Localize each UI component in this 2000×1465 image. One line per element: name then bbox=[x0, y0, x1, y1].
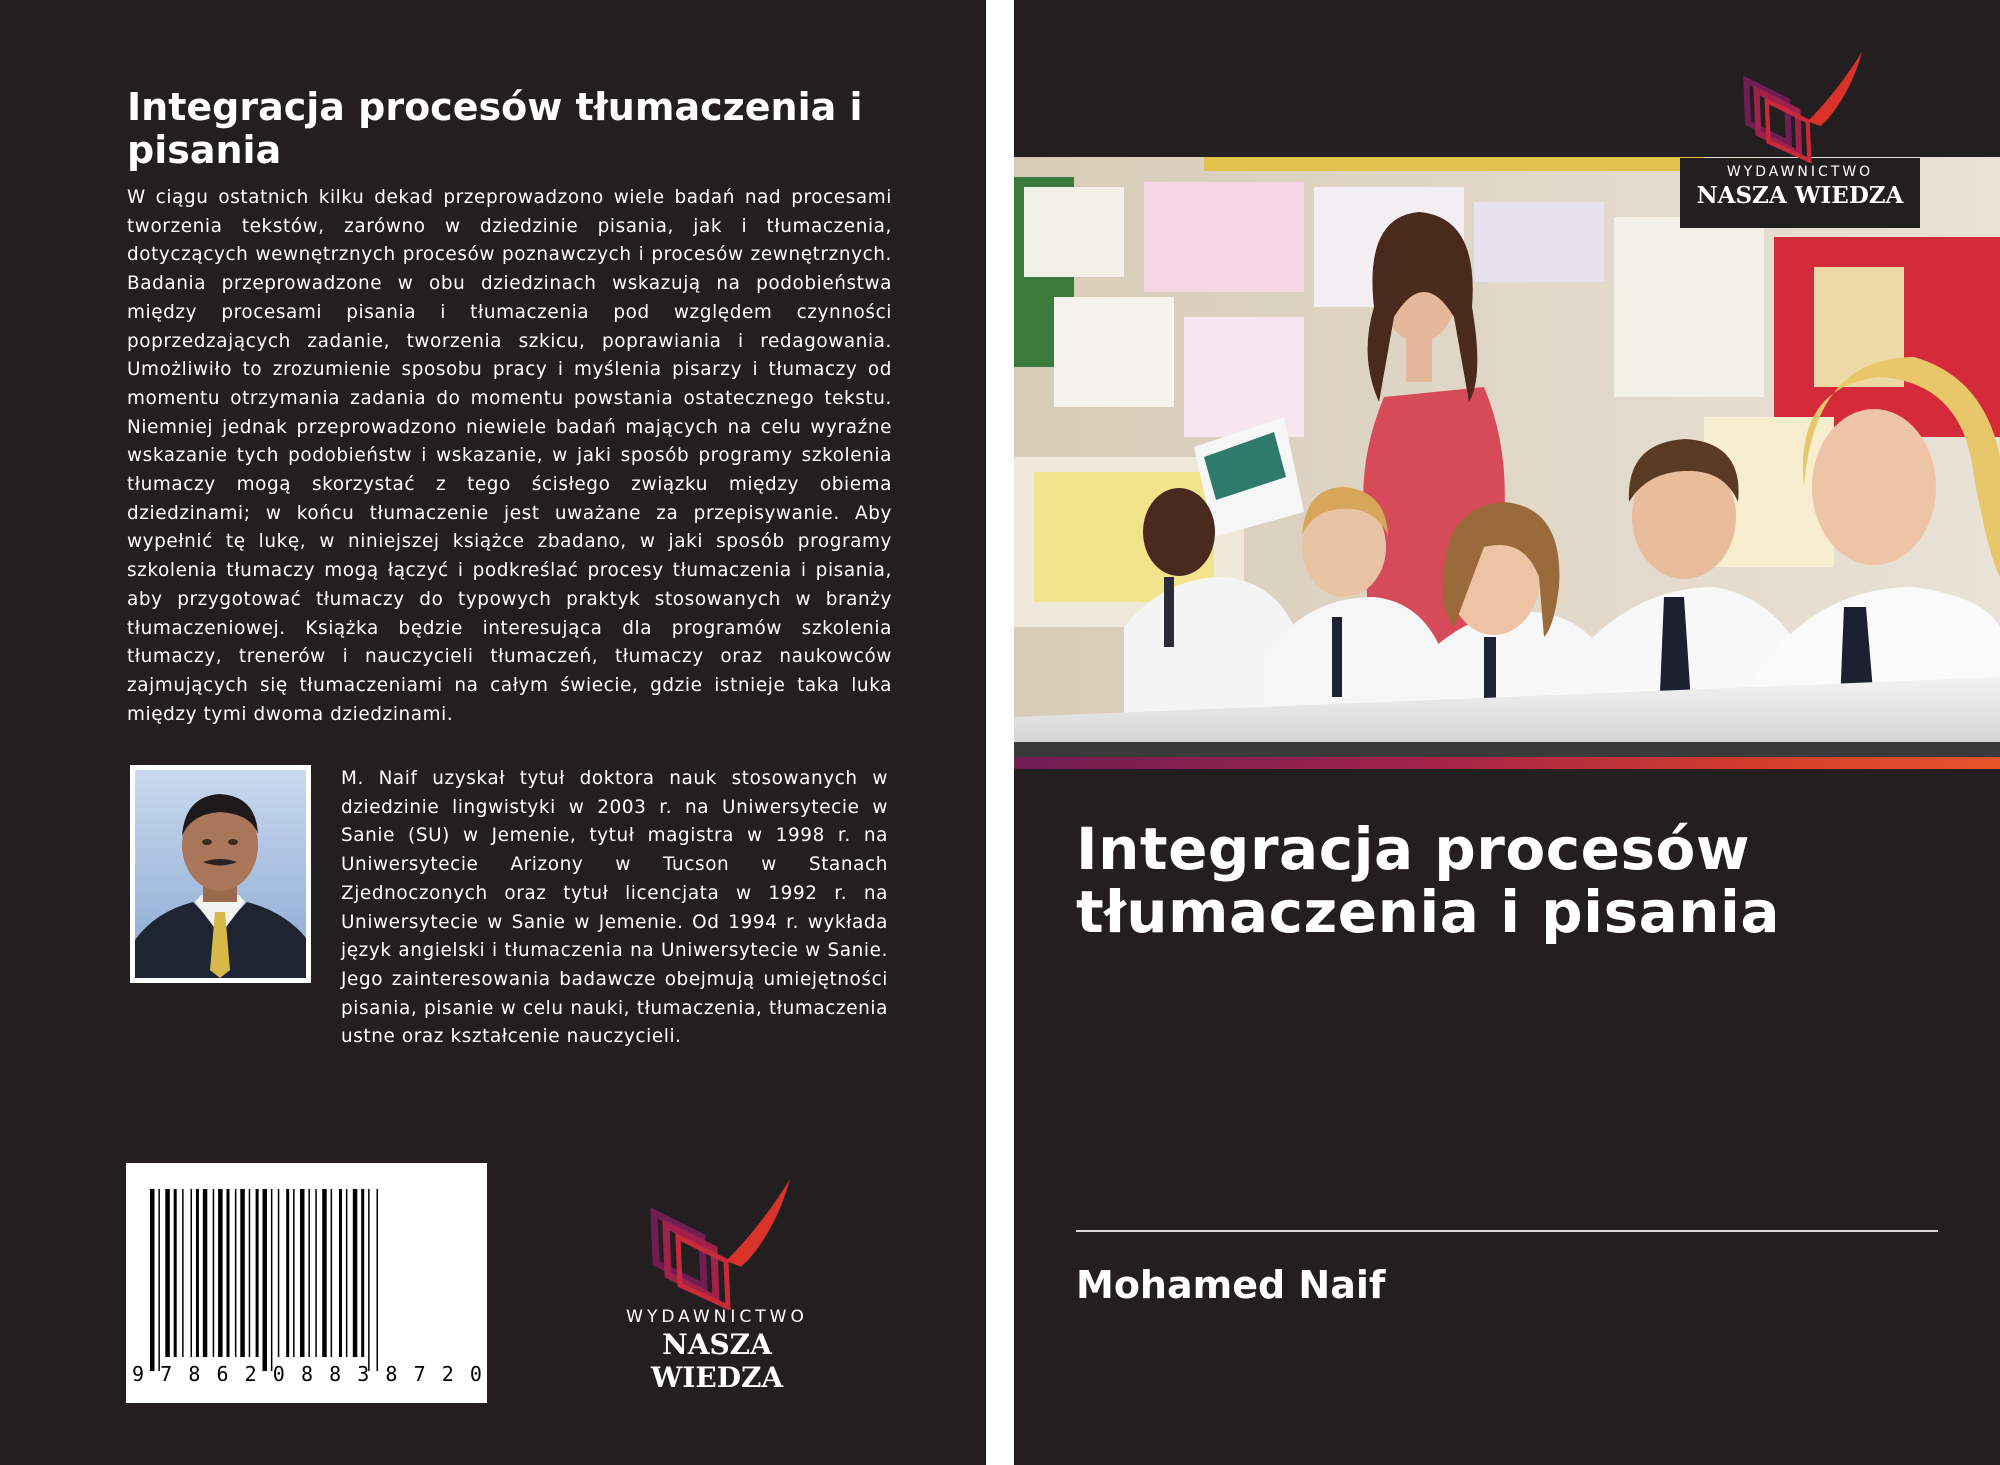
barcode-bar bbox=[196, 1189, 199, 1357]
barcode-bar bbox=[368, 1189, 370, 1371]
publisher-logo bbox=[592, 1175, 842, 1394]
publisher-label-big: NASZA WIEDZA bbox=[1696, 182, 1904, 209]
isbn-digit: 8 bbox=[385, 1362, 398, 1386]
isbn-digit: 8 bbox=[300, 1362, 313, 1386]
book-quill-icon bbox=[1680, 48, 1920, 163]
front-cover-title: Integracja procesów tłumaczenia i pisania bbox=[1076, 815, 1781, 946]
publisher-label-small: WYDAWNICTWO bbox=[626, 1307, 808, 1327]
isbn-digit: 3 bbox=[357, 1362, 370, 1386]
barcode-bar bbox=[203, 1189, 208, 1357]
barcode-bar bbox=[263, 1189, 268, 1371]
author-photo bbox=[130, 765, 311, 983]
isbn-digit: 0 bbox=[272, 1362, 285, 1386]
barcode-bar bbox=[293, 1189, 295, 1357]
barcode-bar bbox=[218, 1189, 223, 1357]
barcode-bar bbox=[191, 1189, 193, 1357]
isbn-digit: 2 bbox=[441, 1362, 454, 1386]
barcode-bar bbox=[331, 1189, 333, 1357]
barcode-bar bbox=[150, 1189, 155, 1371]
barcode-bar bbox=[339, 1189, 342, 1357]
divider-line bbox=[1076, 1230, 1938, 1232]
barcode-bar bbox=[249, 1189, 251, 1357]
isbn-digit: 2 bbox=[244, 1362, 257, 1386]
isbn-number bbox=[132, 1362, 482, 1386]
barcode-bar bbox=[174, 1189, 177, 1357]
barcode-bar bbox=[353, 1189, 358, 1357]
barcode-bar bbox=[361, 1189, 364, 1357]
color-stripe bbox=[1014, 757, 2000, 769]
cover-photo-classroom bbox=[1014, 157, 2000, 757]
isbn-digit: 0 bbox=[469, 1362, 482, 1386]
author-bio: M. Naif uzyskał tytuł doktora nauk stosowanych w dziedzinie lingwistyki w 2003 r. na Uniwersytecie w Sanie (SU) w Jemenie, tytuł magistra w 1998 r. na Uniwersytecie Arizony w Tucson w Stanach Zjednoczonych oraz tytuł licencjata w 1992 r. na Uniwersytecie w Sanie w Jemenie. Od 1994 r. wykłada język angielski i tłumaczenia na Uniwersytecie w Sanie. Jego zainteresowania badawcze obejmują umiejętności pisania, pisanie w celu nauki, tłumaczenia, tłumaczenia ustne oraz kształcenie nauczycieli. bbox=[341, 768, 888, 1048]
barcode-bar bbox=[300, 1189, 305, 1357]
barcode-bar bbox=[377, 1189, 379, 1371]
isbn-digit: 9 bbox=[132, 1362, 145, 1386]
book-quill-icon bbox=[592, 1175, 842, 1310]
author-name: Mohamed Naif bbox=[1076, 1263, 1386, 1307]
barcode-bar bbox=[235, 1189, 237, 1357]
publisher-label-big: NASZA WIEDZA bbox=[650, 1328, 784, 1394]
front-cover bbox=[1014, 0, 2000, 1465]
barcode-bar bbox=[240, 1189, 245, 1357]
barcode-bar bbox=[256, 1189, 259, 1357]
isbn-digit: 8 bbox=[329, 1362, 342, 1386]
barcode-bar bbox=[165, 1189, 170, 1357]
isbn-digit: 6 bbox=[216, 1362, 229, 1386]
isbn-digit: 8 bbox=[188, 1362, 201, 1386]
barcode-bar bbox=[213, 1189, 215, 1357]
back-cover-title: Integracja procesów tłumaczenia i pisania bbox=[127, 85, 863, 172]
barcode-bar bbox=[271, 1189, 273, 1371]
barcode-bar bbox=[182, 1189, 184, 1357]
isbn-barcode bbox=[126, 1163, 487, 1403]
barcode-bar bbox=[278, 1189, 280, 1357]
back-cover bbox=[0, 0, 986, 1465]
barcode-bar bbox=[322, 1189, 327, 1357]
barcode-bar bbox=[158, 1189, 160, 1371]
barcode-bar bbox=[227, 1189, 230, 1357]
barcode-bar bbox=[315, 1189, 317, 1357]
publisher-logo-front bbox=[1680, 48, 1920, 228]
barcode-bar bbox=[308, 1189, 310, 1357]
barcode-bar bbox=[286, 1189, 289, 1357]
isbn-digit: 7 bbox=[160, 1362, 173, 1386]
barcode-bar bbox=[346, 1189, 348, 1357]
isbn-digit: 7 bbox=[413, 1362, 426, 1386]
publisher-label-small: WYDAWNICTWO bbox=[1726, 164, 1874, 180]
book-description: W ciągu ostatnich kilku dekad przeprowadzono wiele badań nad procesami tworzenia tekstów, zarówno w dziedzinie pisania, jak i tłumaczenia, dotyczących wewnętrznych procesów poznawczych i procesów zewnętrznych. Badania przeprowadzone w obu dziedzinach wskazują na podobieństwa między procesami pisania i tłumaczenia pod względem czynności poprzedzających zadanie, tworzenia szkicu, poprawiania i redagowania. Umożliwiło to zrozumienie sposobu pracy i myślenia pisarzy i tłumaczy od momentu otrzymania zadania do momentu powstania ostatecznego tekstu. Niemniej jednak przeprowadzono niewiele badań mających na celu wyraźne wskazanie tych podobieństw i wskazanie, w jaki sposób programy szkolenia tłumaczy mogą skorzystać z tego ścisłego związku między obiema dziedzinami; w końcu tłumaczenie jest uważane za przepisywanie. Aby wypełnić tę lukę, w niniejszej książce zbadano, w jaki sposób programy szkolenia tłumaczy mogą łączyć i podkreślać procesy tłumaczenia i pisania, aby przygotować tłumaczy do typowych praktyk stosowanych w branży tłumaczeniowej. Książka będzie interesująca dla programów szkolenia tłumaczy, trenerów i nauczycieli tłumaczeń, tłumaczy oraz naukowców zajmujących się tłumaczeniami na całym świecie, gdzie istnieje taka luka między tymi dwoma dziedzinami. bbox=[127, 187, 892, 725]
